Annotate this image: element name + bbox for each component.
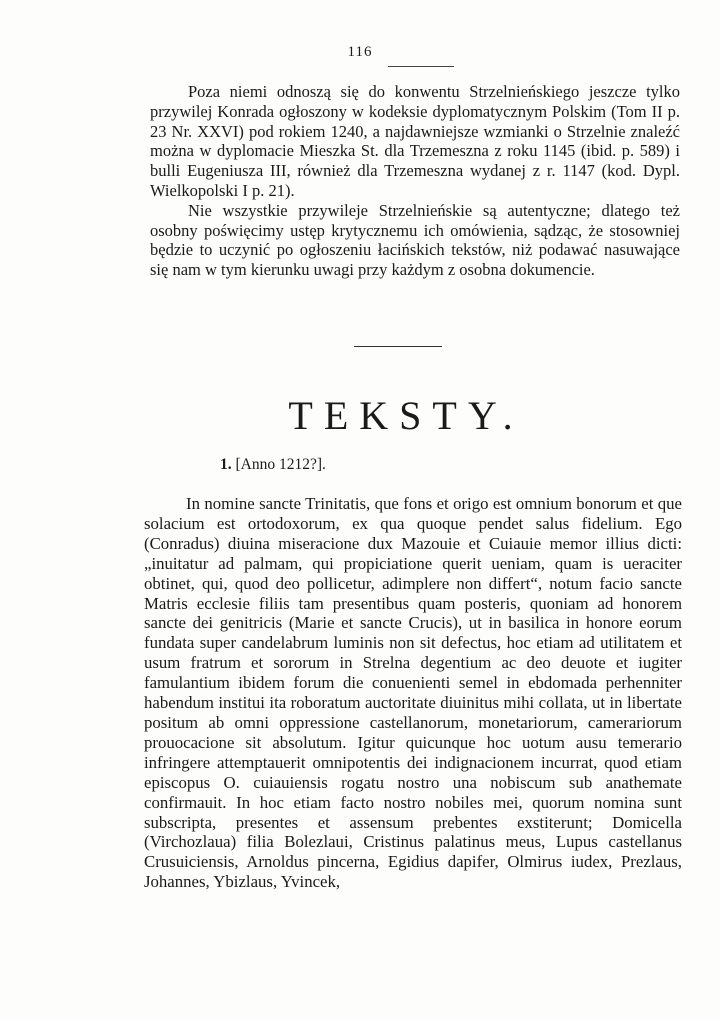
intro-paragraph-2: Nie wszystkie przywileje Strzelnieńskie są autentyczne; dlatego też osobny poświęcimy ustęp krytycznemu ich omówienia, sądząc, że stosowniej będzie to uczynić po ogłoszeniu łacińskich tekstów, niż podawać nasuwające się nam w tym kierunku uwagi przy każdym z osobna dokumencie. [150,200,680,280]
page-number-rule [388,66,454,67]
latin-document-text [144,494,682,892]
intro-text [150,82,680,280]
document-number: 1. [220,456,232,473]
intro-paragraph-1: Poza niemi odnoszą się do konwentu Strzelnieńskiego jeszcze tylko przywilej Konrada ogłoszony w kodeksie dyplomatycznym Polskim (Tom II p. 23 Nr. XXVI) pod rokiem 1240, a najdawniejsze wzmianki o Strzelnie znaleźć można w dyplomacie Mieszka St. dla Trzemeszna z roku 1145 (ibid. p. 589) i bulli Eugeniusza III, również dla Trzemeszna wydanej z r. 1147 (kod. Dypl. Wielkopolski I p. 21). [150,82,680,200]
document-header [220,456,326,474]
page-number: 116 [347,44,373,60]
section-separator [354,346,442,347]
document-date: [Anno 1212?]. [235,456,326,473]
latin-paragraph: In nomine sancte Trinitatis, que fons et origo est omnium bonorum et que solacium est ortodoxorum, ex qua quoque pendet salus fidelium. Ego (Conradus) diuina miseracione dux Mazouie et Cuiauie memor illius dicti: „inuitatur ad palmam, qui propiciatione querit ueniam, quam is ueraciter obtinet, qui, quod deo pollicetur, adimplere non differt“, notum facio sancte Matris ecclesie filiis tam presentibus quam posteris, quoniam ad honorem sancte dei genitricis (Marie et sancte Crucis), ut in basilica in honore eorum fundata super candelabrum luminis non sit defectus, hoc etiam ad utilitatem et usum fratrum et sororum in Strelna degentium ac deo deuote et iugiter famulantium ibidem forum die conuenienti semel in ebdomada perhenniter habendum institui ita roboratum auctoritate diuinitus mihi collata, ut in libertate positum ab omni oppressione castellanorum, monetariorum, camerariorum prouocacione sit absolutum. Igitur quicunque hoc uotum ausu temerario infringere attemptauerit omnipotentis dei indignacionem incurrat, quod etiam episcopus O. cuiauiensis rogatu nostro una nobiscum sub anathemate confirmauit. In hoc etiam facto nostro nobiles mei, quorum nomina sunt subscripta, presentes et assensum prebentes exstiterunt; Domicella (Virchozlaua) filia Bolezlaui, Cristinus palatinus meus, Lupus castellanus Crusuiciensis, Arnoldus pincerna, Egidius dapifer, Olmirus iudex, Prezlaus, Johannes, Ybizlaus, Yvincek, [144,494,682,892]
section-heading: TEKSTY. [288,393,524,438]
